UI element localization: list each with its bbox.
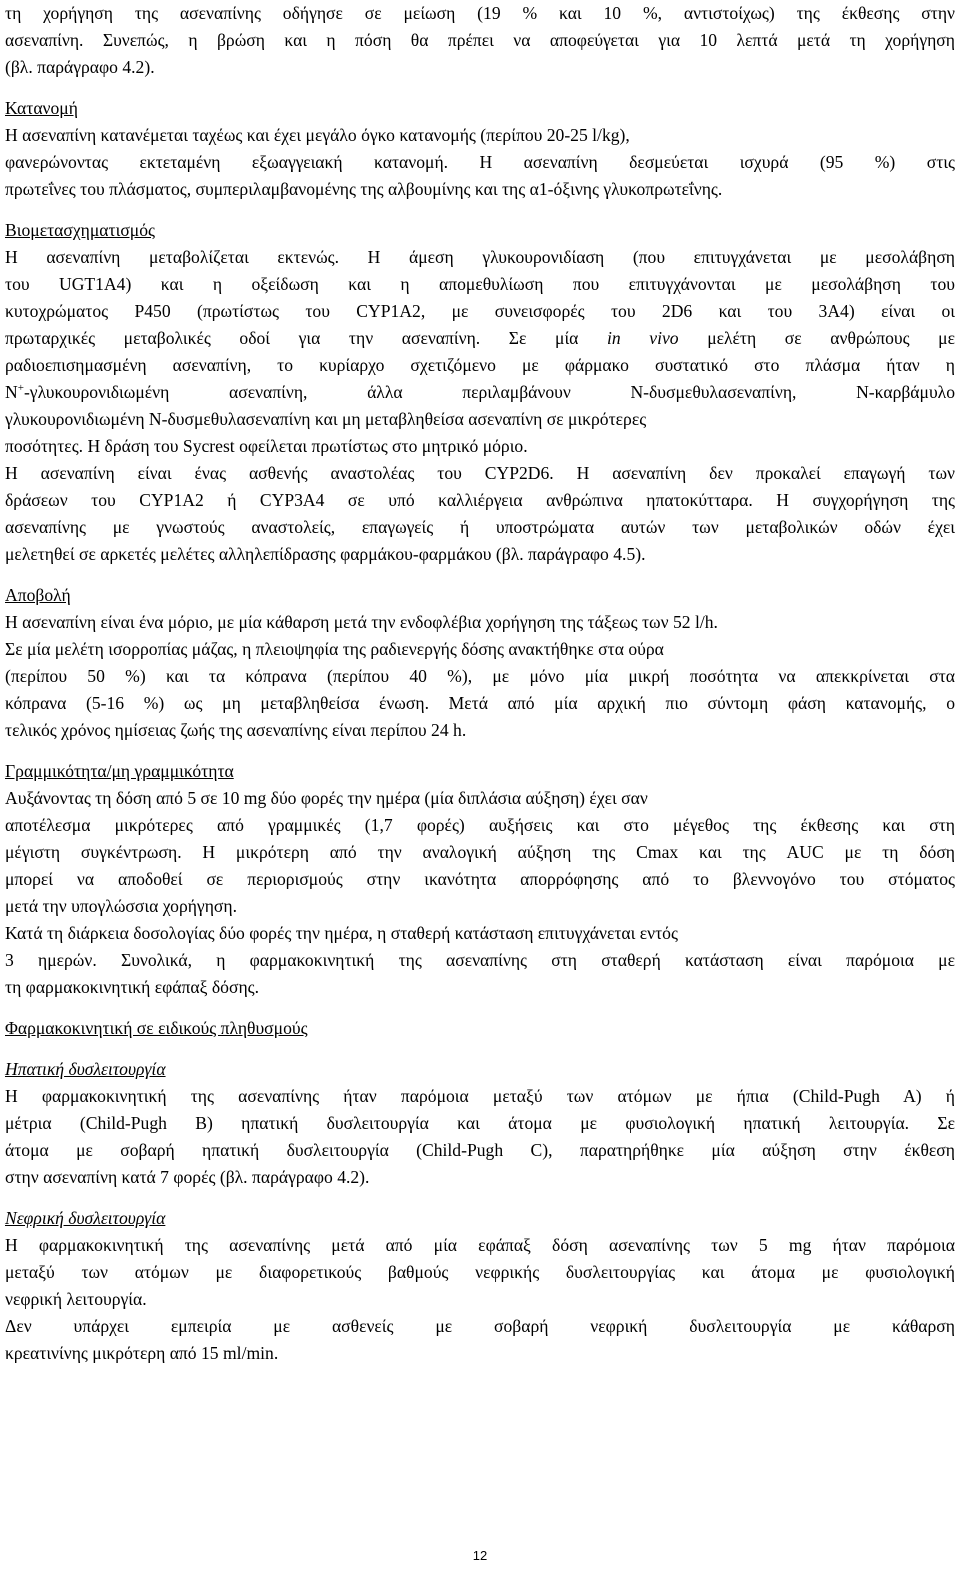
text-line: άτομα με σοβαρή ηπατική δυσλειτουργία (Child-Pugh C), παρατηρήθηκε μία αύξηση στην έκθεση [5,1140,955,1160]
section-heading: Βιομετασχηματισμός [5,220,156,240]
section-biotransformation [5,217,955,568]
text-line: φανερώνοντας εκτεταμένη εξωαγγειακή κατανομή. Η ασεναπίνη δεσμεύεται ισχυρά (95 %) στις [5,152,955,172]
text-line: πρωτεΐνες του πλάσματος, συμπεριλαμβανομένης της αλβουμίνης και της α1-όξινης γλυκοπρωτεΐνης. [5,179,723,199]
superscript: + [17,382,24,395]
section-linearity [5,758,955,1001]
text-line: Η ασεναπίνη είναι ένας ασθενής αναστολέας του CYP2D6. Η ασεναπίνη δεν προκαλεί επαγωγή των [5,463,955,483]
section-hepatic [5,1056,955,1191]
subsection-heading: Ηπατική δυσλειτουργία [5,1059,166,1079]
italic-term: in vivo [607,328,679,348]
text-segment: -γλυκουρονιδιωμένη ασεναπίνη, άλλα περιλαμβάνουν N-δυσμεθυλασεναπίνη, N-καρβάμυλο [23,382,955,402]
text-line: μέγιστη συγκέντρωση. Η μικρότερη από την αναλογική αύξηση της Cmax και της AUC με τη δόση [5,842,955,862]
text-line: τελικός χρόνος ημίσειας ζωής της ασεναπίνης είναι περίπου 24 h. [5,720,467,740]
text-line: στην ασεναπίνη κατά 7 φορές (βλ. παράγραφο 4.2). [5,1167,370,1187]
text-line: δράσεων του CYP1A2 ή CYP3A4 σε υπό καλλιέργεια ανθρώπινα ηπατοκύτταρα. Η συγχορήγηση της [5,490,955,510]
text-line: ραδιοεπισημασμένη ασεναπίνη, το κυρίαρχο σχετιζόμενο με φάρμακο συστατικό στο πλάσμα ήταν η [5,355,955,375]
text-segment: N [5,382,18,402]
text-line: Η ασεναπίνη μεταβολίζεται εκτενώς. Η άμεση γλυκουρονιδίαση (που επιτυγχάνεται με μεσολάβηση [5,247,955,267]
text-line-mixed [5,379,955,406]
section-heading: Κατανομή [5,98,78,118]
text-line: νεφρική λειτουργία. [5,1289,147,1309]
text-line: κυτοχρώματος P450 (πρωτίστως του CYP1A2, με συνεισφορές του 2D6 και του 3A4) είναι οι [5,301,955,321]
text-line: (βλ. παράγραφο 4.2). [5,57,155,77]
text-line: ποσότητες. Η δράση του Sycrest οφείλεται πρωτίστως στο μητρικό μόριο. [5,436,528,456]
section-heading: Φαρμακοκινητική σε ειδικούς πληθυσμούς [5,1018,308,1038]
text-line: του UGT1A4) και η οξείδωση και η απομεθυλίωση που επιτυγχάνονται με μεσολάβηση του [5,274,955,294]
text-line: Η φαρμακοκινητική της ασεναπίνης μετά από μία εφάπαξ δόση ασεναπίνης των 5 mg ήταν παρόμοια [5,1235,955,1255]
text-segment: πρωταρχικές μεταβολικές οδοί για την ασεναπίνη. Σε μία [5,328,607,348]
text-line: Σε μία μελέτη ισορροπίας μάζας, η πλειοψηφία της ραδιενεργής δόσης ανακτήθηκε στα ούρα [5,639,664,659]
text-line: Η ασεναπίνη κατανέμεται ταχέως και έχει μεγάλο όγκο κατανομής (περίπου 20-25 l/kg), [5,125,630,145]
page-number: 12 [472,1548,488,1563]
text-line: Κατά τη διάρκεια δοσολογίας δύο φορές την ημέρα, η σταθερή κατάσταση επιτυγχάνεται εντός [5,923,678,943]
text-line: ασεναπίνης με γνωστούς αναστολείς, επαγωγείς ή υποστρώματα αυτών των μεταβολικών οδών έχει [5,517,955,537]
text-line: αποτέλεσμα μικρότερες από γραμμικές (1,7 φορές) αυξήσεις και στο μέγεθος της έκθεσης και στη [5,815,955,835]
text-line: κρεατινίνης μικρότερη από 15 ml/min. [5,1343,279,1363]
text-line-mixed [5,325,955,352]
text-line: τη χορήγηση της ασεναπίνης οδήγησε σε μείωση (19 % και 10 %, αντιστοίχως) της έκθεσης στην [5,3,955,23]
section-distribution [5,95,955,203]
intro-paragraph [5,0,955,81]
text-line: (περίπου 50 %) και τα κόπρανα (περίπου 40 %), με μόνο μία μικρή ποσότητα να απεκκρίνεται στα [5,666,955,686]
text-line: Αυξάνοντας τη δόση από 5 σε 10 mg δύο φορές την ημέρα (μία διπλάσια αύξηση) έχει σαν [5,788,648,808]
text-line: Η ασεναπίνη είναι ένα μόριο, με μία κάθαρση μετά την ενδοφλέβια χορήγηση της τάξεως των 52 l/h. [5,612,718,632]
section-heading: Γραμμικότητα/μη γραμμικότητα [5,761,234,781]
document-page [5,0,955,1367]
section-elimination [5,582,955,744]
subsection-heading: Νεφρική δυσλειτουργία [5,1208,166,1228]
text-line: μπορεί να αποδοθεί σε περιορισμούς στην ικανότητα απορρόφησης από το βλεννογόνο του στόματος [5,869,955,889]
section-special-populations [5,1015,955,1042]
text-line: μέτρια (Child-Pugh B) ηπατική δυσλειτουργία και άτομα με φυσιολογική ηπατική λειτουργία. Σε [5,1113,955,1133]
text-line: τη φαρμακοκινητική εφάπαξ δόσης. [5,977,260,997]
text-line: Η φαρμακοκινητική της ασεναπίνης ήταν παρόμοια μεταξύ των ατόμων με ήπια (Child-Pugh A) ή [5,1086,955,1106]
section-renal [5,1205,955,1367]
text-line: μετά την υπογλώσσια χορήγηση. [5,896,237,916]
text-line: γλυκουρονιδιωμένη N-δυσμεθυλασεναπίνη και μη μεταβληθείσα ασεναπίνη σε μικρότερες [5,409,647,429]
text-line: 3 ημερών. Συνολικά, η φαρμακοκινητική της ασεναπίνης στη σταθερή κατάσταση είναι παρόμοια με [5,950,955,970]
section-heading: Αποβολή [5,585,71,605]
text-line: μελετηθεί σε αρκετές μελέτες αλληλεπίδρασης φαρμάκου-φαρμάκου (βλ. παράγραφο 4.5). [5,544,646,564]
text-line: μεταξύ των ατόμων με διαφορετικούς βαθμούς νεφρικής δυσλειτουργίας και άτομα με φυσιολογική [5,1262,955,1282]
text-line: ασεναπίνη. Συνεπώς, η βρώση και η πόση θα πρέπει να αποφεύγεται για 10 λεπτά μετά τη χορήγηση [5,30,955,50]
text-segment: μελέτη σε ανθρώπους με [678,328,956,348]
text-line: Δεν υπάρχει εμπειρία με ασθενείς με σοβαρή νεφρική δυσλειτουργία με κάθαρση [5,1316,955,1336]
text-line: κόπρανα (5-16 %) ως μη μεταβληθείσα ένωση. Μετά από μία αρχική πιο σύντομη φάση κατανομής, ο [5,693,955,713]
